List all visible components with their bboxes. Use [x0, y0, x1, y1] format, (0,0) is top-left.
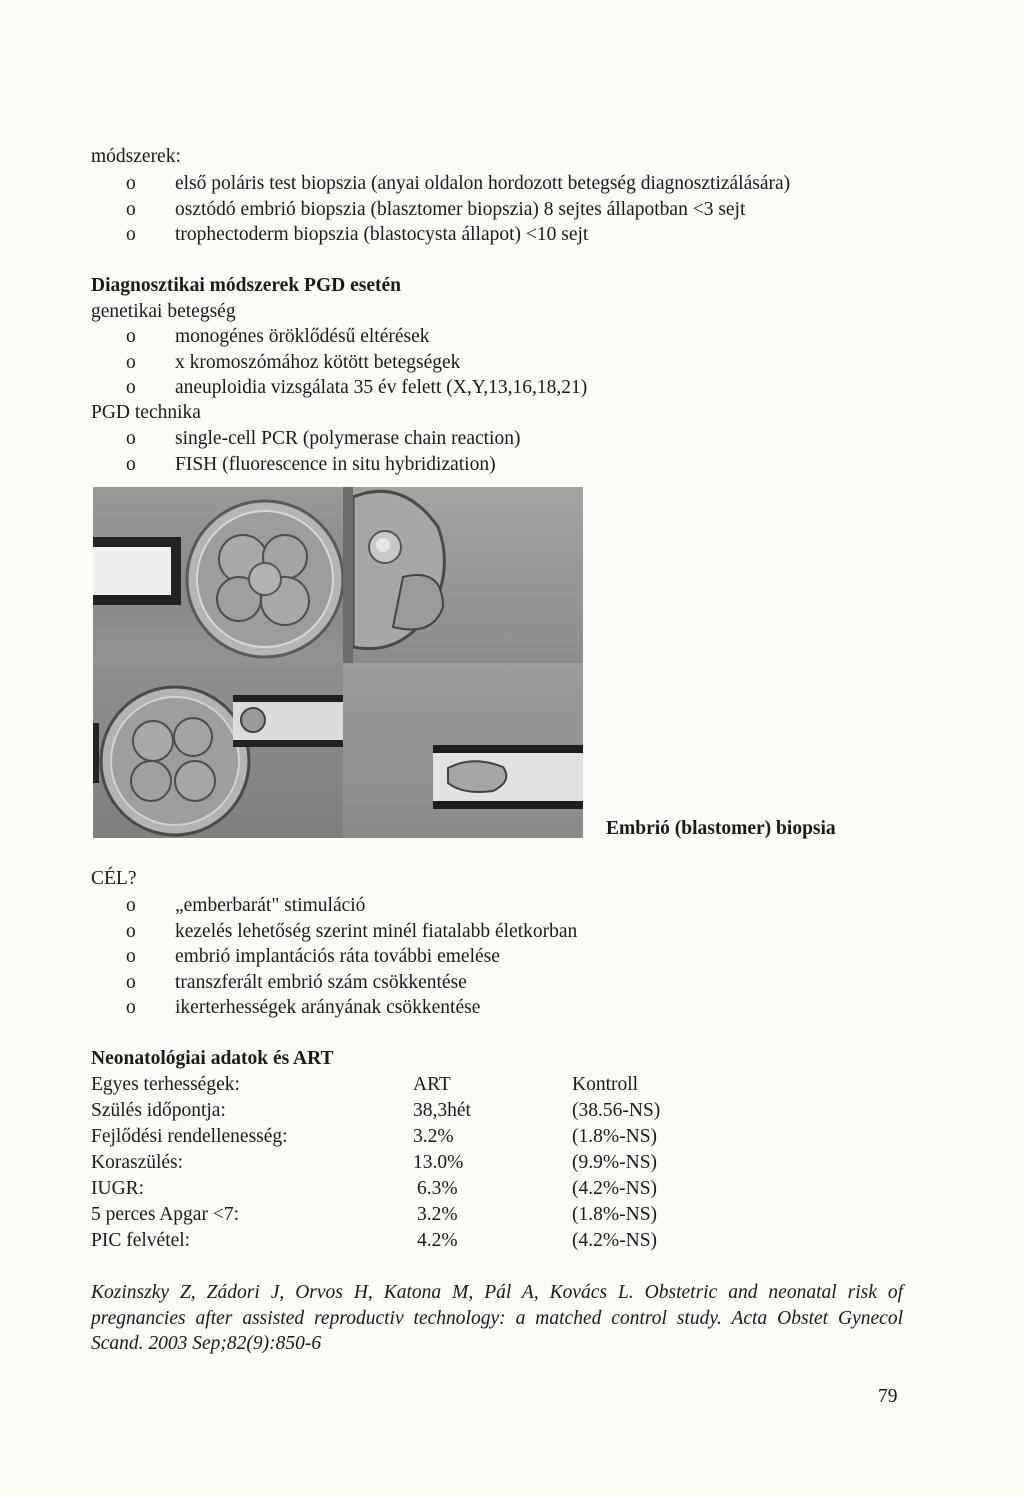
- table-row: IUGR: 6.3% (4.2%-NS): [91, 1178, 658, 1199]
- bullet-icon: o: [126, 224, 136, 245]
- reference-citation: Kozinszky Z, Zádori J, Orvos H, Katona M, Pál A, Kovács L. Obstetric and neonatal risk of pregnancies after assisted reproductiv technology: a matched control study. Acta Obstet Gynecol Scand. 2003 Sep;82(9):850-6: [91, 1282, 903, 1354]
- document-page: módszerek: o első poláris test biopszia (anyai oldalon hordozott betegség diagnosztizálására) o osztódó embrió biopszia (blasztomer biopszia) 8 sejtes állapotban <3 sejt o trophectoderm biopszia (blastocysta állapot) <10 sejt Diagnosztikai módszerek PGD esetén genetikai betegség o monogénes öröklődésű eltérések o x kromoszómához kötött betegségek o aneuploidia vizsgálata 35 év felett (X,Y,13,16,18,21) PGD technika o single-cell PCR (polymerase chain reaction) o FISH (fluorescence in situ hybridization) Embrió (blastomer) biopsia CÉL? o „emberbarát" stimuláció o kezelés lehetőség szerint minél fiatalabb életkorban o embrió implantációs ráta további emelése o transzferált embrió szám csökkentése o ikerterhességek arányának csökkentése Neonatológiai adatok és ART Egyes terhességek: ART Kontroll Szülés időpontja: 38,3hét (38.56-NS) Fejlődési rendellenesség: 3.2% (1.8%-NS) Koraszülés: 13.0% (9.9%-NS) IUGR: 6.3% (4.2%-NS) 5 perces Apgar <7: 3.2% (1.8%-NS) PIC felvétel: 4.2% (4.2%-NS) Kozinszky Z, Zádori J, Orvos H, Katona M, Pál A, Kovács L. Obstetric and neonatal risk of pregnancies after assisted reproductiv technology: a matched control study. Acta Obstet Gynecol Scand. 2003 Sep;82(9):850-6 79: [91, 146, 903, 1407]
- table-row: 5 perces Apgar <7: 3.2% (1.8%-NS): [91, 1204, 658, 1225]
- diagnostic-heading: Diagnosztikai módszerek PGD esetén: [91, 275, 401, 296]
- table-row: Szülés időpontja: 38,3hét (38.56-NS): [91, 1100, 661, 1121]
- bullet-icon: o: [126, 173, 136, 194]
- table-row: Egyes terhességek: ART Kontroll: [91, 1074, 639, 1095]
- bullet-icon: o: [126, 895, 136, 916]
- bullet-icon: o: [126, 198, 136, 220]
- photo-panel-top-right: [343, 487, 583, 663]
- photo-panel-bottom-left: [93, 663, 343, 838]
- neonatal-heading: Neonatológiai adatok és ART: [91, 1048, 334, 1069]
- diagnostic-sub-genetic: genetikai betegség: [91, 301, 236, 322]
- diagnostic-sub-technique: PGD technika: [91, 402, 201, 423]
- embryo-biopsy-photo: [93, 487, 583, 838]
- bullet-icon: o: [126, 326, 136, 347]
- bullet-icon: o: [126, 997, 136, 1018]
- photo-panel-bottom-right: [343, 663, 583, 838]
- photo-panel-top-left: [93, 487, 343, 663]
- methods-heading: módszerek:: [91, 146, 181, 167]
- bullet-icon: o: [126, 428, 136, 449]
- bullet-icon: o: [126, 920, 136, 942]
- figure-caption: Embrió (blastomer) biopsia: [606, 818, 836, 839]
- table-row: Koraszülés: 13.0% (9.9%-NS): [91, 1152, 658, 1173]
- bullet-icon: o: [126, 453, 136, 475]
- table-row: PIC felvétel: 4.2% (4.2%-NS): [91, 1230, 658, 1251]
- page-number: 79: [878, 1386, 898, 1407]
- table-row: Fejlődési rendellenesség: 3.2% (1.8%-NS): [91, 1126, 658, 1147]
- bullet-icon: o: [126, 377, 136, 398]
- goal-heading: CÉL?: [91, 868, 137, 889]
- bullet-icon: o: [126, 971, 136, 993]
- bullet-icon: o: [126, 351, 136, 373]
- bullet-icon: o: [126, 946, 136, 967]
